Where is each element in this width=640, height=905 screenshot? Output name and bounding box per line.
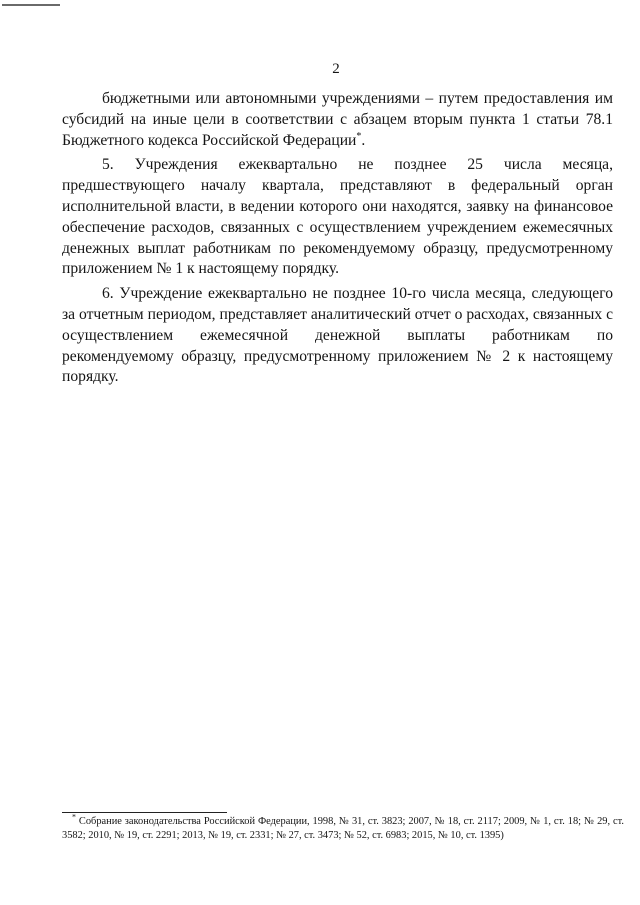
body-text xyxy=(62,89,613,388)
footnote xyxy=(62,812,624,842)
paragraph-5: 5. Учреждения ежеквартально не позднее 25 числа месяца, предшествующего началу квартала, представляют в федеральный орган исполнительной власти, в ведении которого они находятся, заявку на финансовое обеспечение расходов, связанных с осуществлением учреждением ежемесячных денежных выплат работникам по рекомендуемому образцу, предусмотренному приложением № 1 к настоящему порядку. xyxy=(62,156,613,278)
footnote-reference[interactable]: * xyxy=(356,130,362,142)
footnote-mark: * xyxy=(72,812,76,822)
paragraph-continuation-end: . xyxy=(361,131,366,149)
paragraph-continuation xyxy=(62,89,613,151)
page-number: 2 xyxy=(332,61,340,77)
paragraph-continuation-text: бюджетными или автономными учреждениями – путем предоставления им субсидий на иные цели в соответствии с абзацем вторым пункта 1 статьи 78.1 Бюджетного кодекса Российской Федерации xyxy=(62,90,613,149)
scan-corner-mark xyxy=(2,4,60,6)
footnote-text: Собрание законодательства Российской Федерации, 1998, № 31, ст. 3823; 2007, № 18, ст. 2117; 2009, № 1, ст. 18; № 29, ст. 3582; 2010, № 19, ст. 2291; 2013, № 19, ст. 2331; № 27, ст. 3473; № 52, ст. 6983; 2015, № 10, ст. 1395) xyxy=(62,816,624,841)
paragraph-6: 6. Учреждение ежеквартально не позднее 10-го числа месяца, следующего за отчетным периодом, представляет аналитический отчет о расходах, связанных с осуществлением ежемесячной денежной выплаты работникам по рекомендуемому образцу, предусмотренному приложением № 2 к настоящему порядку. xyxy=(62,285,613,386)
footnote-divider xyxy=(62,812,227,813)
